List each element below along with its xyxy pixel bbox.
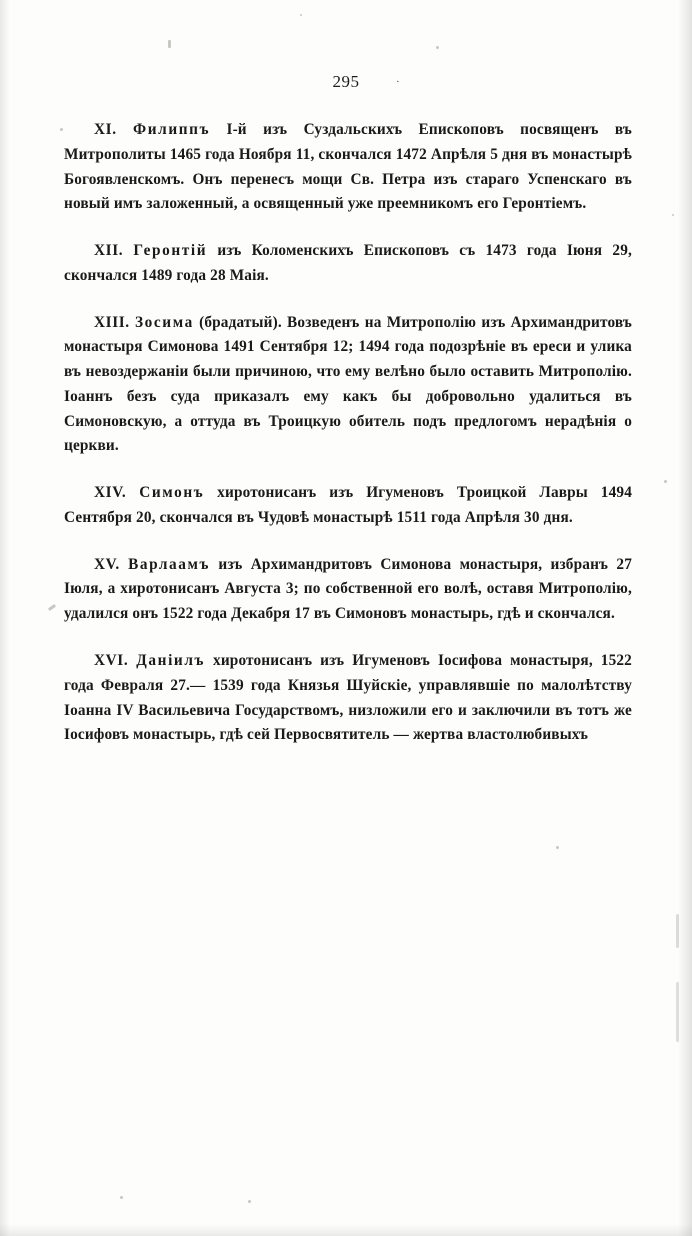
- paragraph-numeral: XIII.: [94, 313, 130, 331]
- paragraph-body: хиротонисанъ изъ Игуменовъ Троицкой Лавры 1494 Сентября 20, скончался въ Чудовѣ монастырѣ 1511 года Апрѣля 30 дня.: [64, 484, 632, 526]
- scan-speck: [436, 46, 439, 49]
- page-edge-shading-right: [678, 0, 692, 1236]
- page-edge-shading-bottom: [0, 1224, 692, 1236]
- paragraph-subject-name: Даніилъ: [136, 652, 206, 670]
- paragraph-subject-name: Симонъ: [139, 484, 205, 502]
- scan-speck: [300, 14, 302, 16]
- page-number: 295: [332, 72, 360, 91]
- paragraph-numeral: XVI.: [94, 652, 129, 670]
- paragraph-xii: [64, 239, 632, 289]
- paragraph-xv: [64, 553, 632, 627]
- paragraph-subject-name: Варлаамъ: [128, 555, 211, 573]
- scan-speck: [60, 128, 63, 131]
- scan-speck: [48, 604, 56, 611]
- scan-speck: [556, 846, 559, 849]
- paragraph-numeral: XIV.: [94, 484, 127, 502]
- body-text: [64, 118, 632, 748]
- paragraph-body: I-й изъ Суздальскихъ Епископовъ посвященъ въ Митрополиты 1465 года Ноября 11, скончался 1472 Апрѣля 5 дня въ монастырѣ Богоявленскомъ. Онъ перенесъ мощи Св. Петра изъ стараго Успенскаго въ новый имъ заложенный, а освященный уже преемникомъ его Геронтіемъ.: [64, 121, 632, 213]
- margin-mark: ·: [396, 76, 400, 88]
- paragraph-xiv: [64, 481, 632, 531]
- paragraph-body: изъ Архимандритовъ Симонова монастыря, избранъ 27 Іюля, а хиротонисанъ Августа 3; по собственной его волѣ, оставя Митрополію, удалился онъ 1522 года Декабря 17 въ Симоновъ монастырь, гдѣ и скончался.: [64, 555, 632, 623]
- paragraph-subject-name: Филиппъ: [133, 121, 211, 138]
- scan-speck: [168, 40, 171, 48]
- paragraph-body: (брадатый). Возведенъ на Митрополію изъ Архимандритовъ монастыря Симонова 1491 Сентября 12; 1494 года подозрѣніе въ ереси и улика въ невоздержаніи были причиною, что ему велѣно было оставить Митрополію. Іоаннъ безъ суда приказалъ ему какъ бы добровольно удалиться въ Симоновскую, а оттуда въ Троицкую обитель подъ предлогомъ нерадѣнія о церкви.: [64, 313, 632, 455]
- paragraph-numeral: XI.: [94, 121, 117, 138]
- scan-speck: [676, 982, 679, 1042]
- paragraph-numeral: XII.: [94, 242, 124, 260]
- paragraph-numeral: XV.: [94, 555, 120, 573]
- scan-speck: [676, 914, 679, 948]
- scan-speck: [120, 1196, 123, 1199]
- paragraph-xvi: [64, 649, 632, 748]
- scan-speck: [664, 480, 667, 483]
- scan-speck: [672, 214, 674, 216]
- paragraph-subject-name: Зосима: [134, 313, 194, 331]
- paragraph-body: хиротонисанъ изъ Игуменовъ Іосифова монастыря, 1522 года Февраля 27.— 1539 года Князья Шуйскіе, управлявшіе по малолѣтству Іоанна IV Васильевича Государствомъ, низложили его и заключили въ тотъ же Іосифовъ монастырь, гдѣ сей Первосвятитель — жертва властолюбивыхъ: [64, 652, 632, 744]
- page-edge-shading-left: [0, 0, 10, 1236]
- paragraph-subject-name: Геронтій: [133, 242, 208, 260]
- paragraph-xiii: [64, 311, 632, 460]
- paragraph-body: изъ Коломенскихъ Епископовъ съ 1473 года Іюня 29, скончался 1489 года 28 Маія.: [64, 242, 632, 284]
- scan-speck: [248, 1200, 251, 1203]
- paragraph-xi: [64, 118, 632, 217]
